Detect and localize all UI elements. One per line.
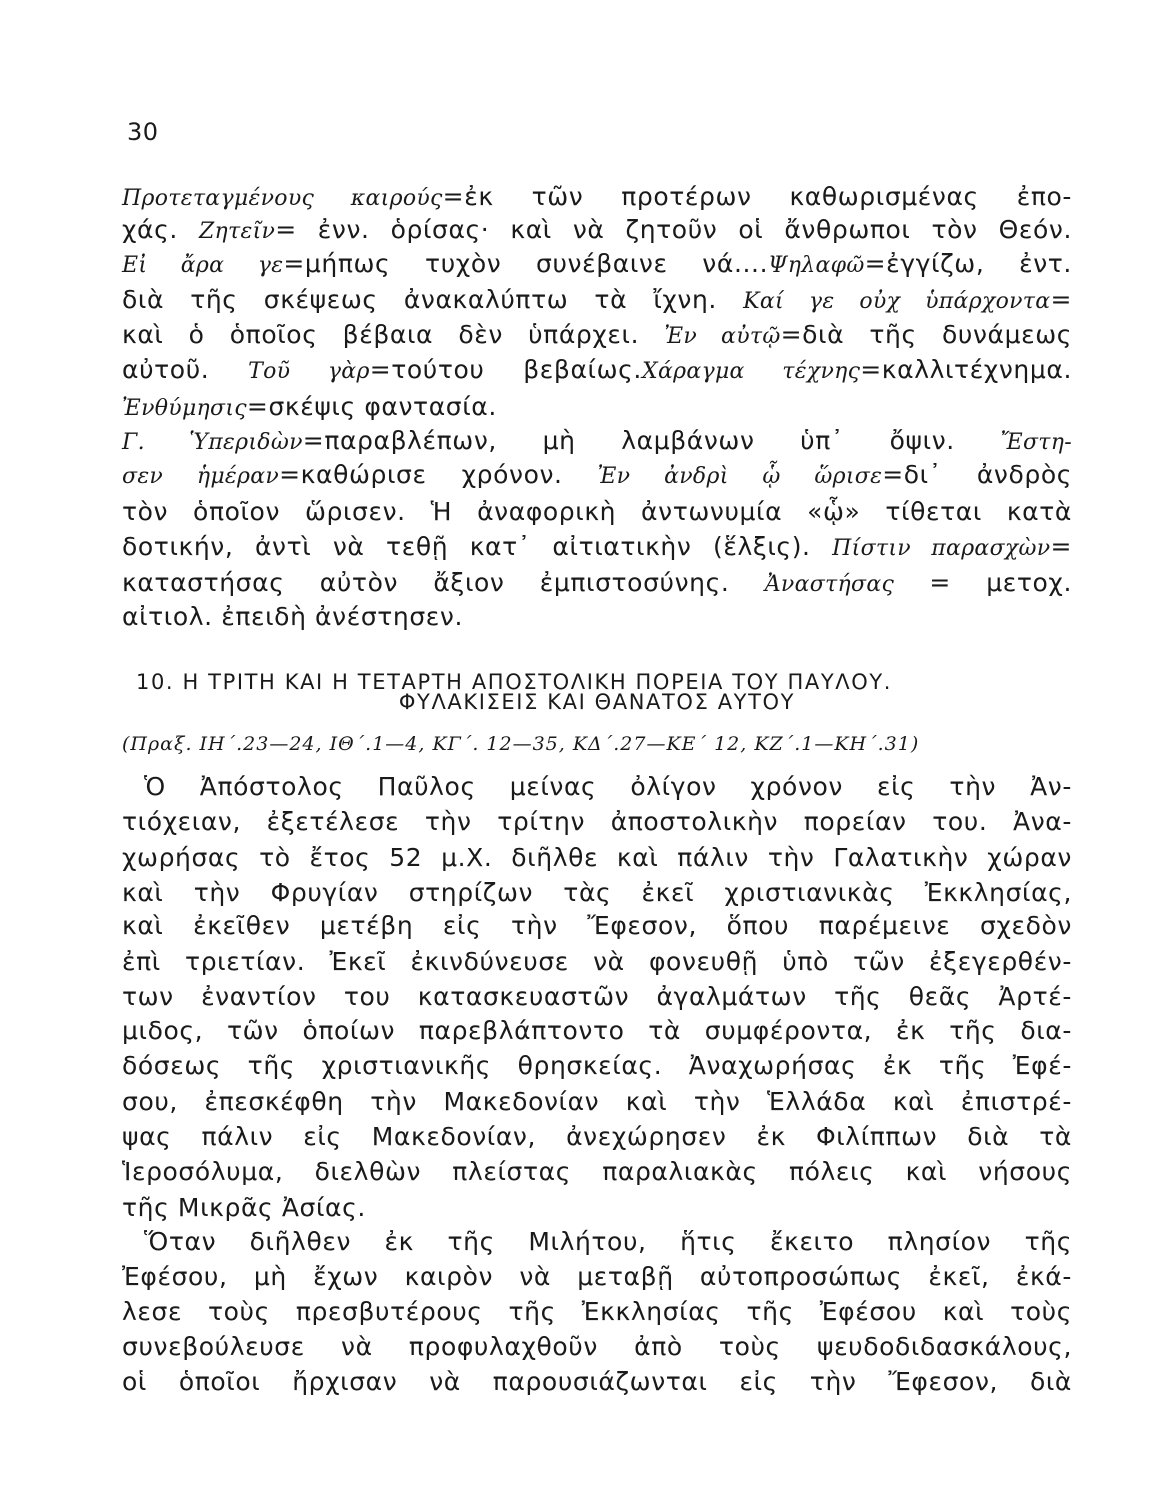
note-line <box>122 180 1072 216</box>
section-title-line2: ΦΥΛΑΚΙΣΕΙΣ ΚΑΙ ΘΑΝΑΤΟΣ ΑΥΤΟΥ <box>398 690 796 714</box>
note-line <box>122 600 1072 634</box>
scripture-references: (Πραξ. ΙΗ΄.23—24, ΙΘ΄.1—4, ΚΓ΄. 12—35, ΚΔ΄.27—ΚΕ΄ 12, ΚΖ΄.1—ΚΗ΄.31) <box>122 733 920 755</box>
note-line <box>122 353 1072 389</box>
gloss-text: αὐτοῦ. <box>122 355 249 384</box>
glossed-term: Τοῦ γὰρ <box>248 359 370 384</box>
gloss-text: = <box>1050 285 1072 314</box>
body-line: ἐπὶ τριετίαν. Ἐκεῖ ἐκινδύνευσε νὰ φονευθῇ ὑπὸ τῶν ἐξεγερθέν- <box>122 947 1072 976</box>
body-line: τῆς Μικρᾶς Ἀσίας. <box>122 1193 366 1222</box>
glossed-term: Γ. Ὑπεριδὼν <box>122 430 303 455</box>
body-line: καὶ ἐκεῖθεν μετέβη εἰς τὴν Ἔφεσον, ὅπου παρέμεινε σχεδὸν <box>122 911 1072 940</box>
glossed-term: σεν ἡμέραν <box>122 464 280 489</box>
note-line <box>122 530 1072 566</box>
note-line <box>122 247 1072 283</box>
body-line: μιδος, τῶν ὁποίων παρεβλάπτοντο τὰ συμφέροντα, ἐκ τῆς δια- <box>122 1016 1072 1045</box>
gloss-text: =δι᾽ ἀνδρὸς <box>882 460 1073 489</box>
gloss-text: καταστήσας αὐτὸν ἄξιον ἐμπιστοσύνης. <box>122 568 765 597</box>
gloss-text: = ἐνν. ὁρίσας· καὶ νὰ ζητοῦν οἱ ἄνθρωποι τὸν Θεόν. <box>275 215 1073 244</box>
note-line <box>122 318 1072 354</box>
glossed-term: Ἐν ἀνδρὶ ᾧ ὥρισε <box>597 464 883 489</box>
glossed-term: Ἔστη- <box>1000 430 1072 455</box>
body-line: των ἐναντίον του κατασκευαστῶν ἀγαλμάτων τῆς θεᾶς Ἀρτέ- <box>122 982 1072 1011</box>
body-line: λεσε τοὺς πρεσβυτέρους τῆς Ἐκκλησίας τῆς Ἐφέσου καὶ τοὺς <box>122 1297 1072 1326</box>
note-line <box>122 424 1072 460</box>
glossed-term: Ψηλαφῶ <box>768 253 865 278</box>
glossed-term: Ἐν αὐτῷ <box>664 324 781 349</box>
gloss-text: =καθώρισε χρόνον. <box>279 460 598 489</box>
gloss-text: =σκέψις φαντασία. <box>246 392 497 421</box>
note-line <box>122 283 1072 319</box>
gloss-text: =ἐκ τῶν προτέρων καθωρισμένας ἐπο- <box>442 182 1073 211</box>
body-line: Ἱεροσόλυμα, διελθὼν πλείστας παραλιακὰς πόλεις καὶ νήσους <box>122 1157 1072 1186</box>
glossed-term: Προτεταγμένους καιρούς <box>122 186 443 211</box>
body-line: συνεβούλευσε νὰ προφυλαχθοῦν ἀπὸ τοὺς ψευδοδιδασκάλους, <box>122 1332 1072 1361</box>
gloss-text: =ἐγγίζω, ἐντ. <box>864 249 1072 278</box>
gloss-text: =μήπως τυχὸν συνέβαινε νά.... <box>283 249 769 278</box>
note-line <box>122 390 1072 426</box>
glossed-term: Καί γε οὐχ ὑπάρχοντα <box>743 289 1051 314</box>
gloss-text: =τούτου βεβαίως. <box>369 355 642 384</box>
gloss-text: =καλλιτέχνημα. <box>860 355 1072 384</box>
section-title-line1: 10. Η ΤΡΙΤΗ ΚΑΙ Η ΤΕΤΑΡΤΗ ΑΠΟΣΤΟΛΙΚΗ ΠΟΡΕΙΑ ΤΟΥ ΠΑΥΛΟΥ. <box>136 670 893 694</box>
body-line: Ὅταν διῆλθεν ἐκ τῆς Μιλήτου, ἥτις ἔκειτο πλησίον τῆς <box>144 1227 1072 1256</box>
body-line: τιόχειαν, ἐξετέλεσε τὴν τρίτην ἀποστολικὴν πορείαν του. Ἀνα- <box>122 807 1072 836</box>
gloss-text: = μετοχ. <box>894 568 1072 597</box>
note-line <box>122 213 1072 249</box>
body-line: Ἐφέσου, μὴ ἔχων καιρὸν νὰ μεταβῇ αὐτοπροσώπως ἐκεῖ, ἐκά- <box>122 1262 1072 1291</box>
note-line <box>122 566 1072 602</box>
body-line: δόσεως τῆς χριστιανικῆς θρησκείας. Ἀναχωρήσας ἐκ τῆς Ἐφέ- <box>122 1051 1072 1080</box>
body-line: Ὁ Ἀπόστολος Παῦλος μείνας ὀλίγον χρόνον εἰς τὴν Ἀν- <box>144 772 1072 801</box>
glossed-term: Εἰ ἄρα γε <box>122 253 284 278</box>
glossed-term: Πίστιν παρασχὼν <box>832 536 1051 561</box>
glossed-term: Ἀναστήσας <box>764 572 895 597</box>
body-line: ψας πάλιν εἰς Μακεδονίαν, ἀνεχώρησεν ἐκ Φιλίππων διὰ τὰ <box>122 1122 1072 1151</box>
body-line: σου, ἐπεσκέφθη τὴν Μακεδονίαν καὶ τὴν Ἑλλάδα καὶ ἐπιστρέ- <box>122 1087 1072 1116</box>
gloss-text: καὶ ὁ ὁποῖος βέβαια δὲν ὑπάρχει. <box>122 320 665 349</box>
page-number: 30 <box>127 118 159 146</box>
body-line: καὶ τὴν Φρυγίαν στηρίζων τὰς ἐκεῖ χριστιανικὰς Ἐκκλησίας, <box>122 878 1072 907</box>
glossed-term: Ἐνθύμησις <box>122 396 247 421</box>
gloss-text: χάς. <box>122 215 199 244</box>
gloss-text: =διὰ τῆς δυνάμεως <box>780 320 1073 349</box>
glossed-term: Ζητεῖν <box>198 219 276 244</box>
note-line <box>122 458 1072 494</box>
note-line <box>122 495 1072 529</box>
gloss-text: =παραβλέπων, μὴ λαμβάνων ὑπ᾽ ὄψιν. <box>302 426 1001 455</box>
body-line: οἱ ὁποῖοι ἤρχισαν νὰ παρουσιάζωνται εἰς τὴν Ἔφεσον, διὰ <box>122 1367 1072 1396</box>
gloss-text: τὸν ὁποῖον ὥρισεν. Ἡ ἀναφορικὴ ἀντωνυμία «ᾧ» τίθεται κατὰ <box>122 497 1072 526</box>
body-line: χωρήσας τὸ ἔτος 52 μ.Χ. διῆλθε καὶ πάλιν τὴν Γαλατικὴν χώραν <box>122 843 1072 872</box>
gloss-text: αἰτιολ. ἐπειδὴ ἀνέστησεν. <box>122 602 464 631</box>
gloss-text: διὰ τῆς σκέψεως ἀνακαλύπτω τὰ ἴχνη. <box>122 285 744 314</box>
gloss-text: δοτικήν, ἀντὶ νὰ τεθῇ κατ᾽ αἰτιατικὴν (ἕλξις). <box>122 532 833 561</box>
gloss-text: = <box>1050 532 1073 561</box>
glossed-term: Χάραγμα τέχνης <box>641 359 861 384</box>
